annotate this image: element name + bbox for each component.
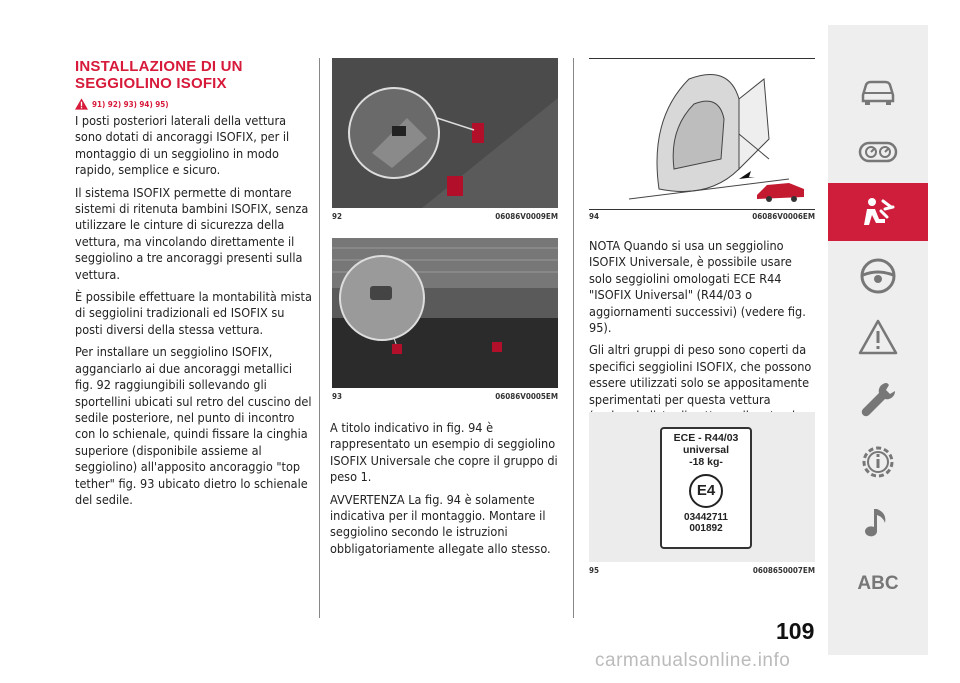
- child-seat-illustration: [589, 59, 815, 209]
- column-2: [330, 420, 562, 563]
- settings-info-icon: [857, 441, 899, 483]
- warning-triangle-icon: [75, 98, 88, 110]
- figure-92-image: [332, 58, 558, 208]
- sidebar-item-dashboard[interactable]: [828, 123, 928, 181]
- ece-weight: -18 kg-: [689, 456, 723, 468]
- music-note-icon: [857, 503, 899, 545]
- paragraph: NOTA Quando si usa un seggiolino ISOFIX Universale, è possibile usare solo seggiolini omologati ECE R44 "ISOFIX Universal" (R44/03 o aggiornamenti successivi) (vedere fig. 95).: [589, 238, 806, 336]
- section-title: INSTALLAZIONE DI UN SEGGIOLINO ISOFIX: [75, 58, 243, 92]
- figure-number: 92: [332, 212, 343, 221]
- ece-regulation: ECE - R44/03: [673, 432, 739, 444]
- page-number: 109: [776, 618, 815, 644]
- top-tether-illustration: [332, 238, 558, 388]
- ece-approval-number: 03442711: [684, 512, 728, 523]
- figure-93-caption: [332, 392, 558, 401]
- sidebar-item-car[interactable]: [828, 61, 928, 119]
- figure-number: 93: [332, 392, 343, 401]
- paragraph: Gli altri gruppi di peso sono coperti da specifici seggiolini ISOFIX, che possono essere utilizzati solo se appositamente sperimentati per questa vettura: [589, 342, 812, 407]
- paragraph: I posti posteriori laterali della vettura sono dotati di ancoraggi ISOFIX, per il montaggio di un seggiolino in modo rapido, semplice e sicuro.: [75, 113, 290, 178]
- column-divider: [573, 58, 574, 618]
- ece-category: universal: [682, 444, 730, 456]
- figure-94-caption: [589, 212, 815, 221]
- ece-mark: E4: [689, 474, 723, 508]
- watermark: carmanualsonline.info: [595, 650, 791, 671]
- isofix-anchor-illustration: [332, 58, 558, 208]
- warning-refs-text: 91) 92) 93) 94) 95): [92, 99, 169, 109]
- figure-code: 06086V0006EM: [752, 212, 815, 221]
- column-1: [75, 113, 312, 514]
- warning-triangle-icon: [857, 317, 899, 359]
- figure-number: 94: [589, 212, 600, 221]
- wrench-icon: [857, 379, 899, 421]
- paragraph: Per installare un seggiolino ISOFIX, agganciarlo ai due ancoraggi metallici fig. 92 raggiungibili sollevando gli sportellini ubicati sul retro del cuscino del sedile posteriore, nel punto di incontro con lo schienale, quindi fissare la cinghia superiore (disponibile assieme al seggiolino) all'apposito ancoraggio "top tether" fig. 93 ubicato dietro lo schienale del sedile.: [75, 344, 312, 507]
- figure-94-image: [589, 58, 815, 210]
- sidebar-item-technical[interactable]: [828, 433, 928, 491]
- dashboard-icon: [857, 131, 899, 173]
- figure-92-caption: [332, 212, 558, 221]
- ece-serial-number: 001892: [689, 523, 723, 534]
- ece-approval-label: [660, 427, 752, 549]
- paragraph: Il sistema ISOFIX permette di montare sistemi di ritenuta bambini ISOFIX, senza utilizzare le cinture di sicurezza della vettura, ma vincolando direttamente il seggiolino a tre ancoraggi presenti sulla vettura.: [75, 184, 309, 282]
- column-divider: [319, 58, 320, 618]
- airbag-seat-icon: [857, 191, 899, 233]
- figure-code: 06086V0009EM: [495, 212, 558, 221]
- paragraph: A titolo indicativo in fig. 94 è rappresentato un esempio di seggiolino ISOFIX Universale che copre il gruppo di peso 1.: [330, 420, 558, 485]
- car-icon: [857, 69, 899, 111]
- sidebar-item-driving[interactable]: [828, 247, 928, 305]
- paragraph: AVVERTENZA La fig. 94 è solamente indicativa per il montaggio. Montare il seggiolino secondo le istruzioni obbligatoriamente allegate allo stesso.: [330, 491, 551, 556]
- figure-95-caption: [589, 566, 815, 575]
- sidebar-item-maintenance[interactable]: [828, 371, 928, 429]
- chapter-sidebar: [828, 25, 928, 655]
- sidebar-item-safety[interactable]: [828, 183, 928, 241]
- figure-number: 95: [589, 566, 600, 575]
- figure-code: 0608650007EM: [752, 566, 815, 575]
- paragraph: È possibile effettuare la montabilità mista di seggiolini tradizionali ed ISOFIX su posti diversi della stessa vettura.: [75, 289, 312, 337]
- steering-wheel-icon: [857, 255, 899, 297]
- sidebar-item-index[interactable]: ABC: [857, 573, 899, 594]
- sidebar-item-emergency[interactable]: [828, 309, 928, 367]
- warning-refs: [75, 98, 169, 110]
- figure-93-image: [332, 238, 558, 388]
- sidebar-item-multimedia[interactable]: [828, 495, 928, 553]
- figure-code: 06086V0005EM: [495, 392, 558, 401]
